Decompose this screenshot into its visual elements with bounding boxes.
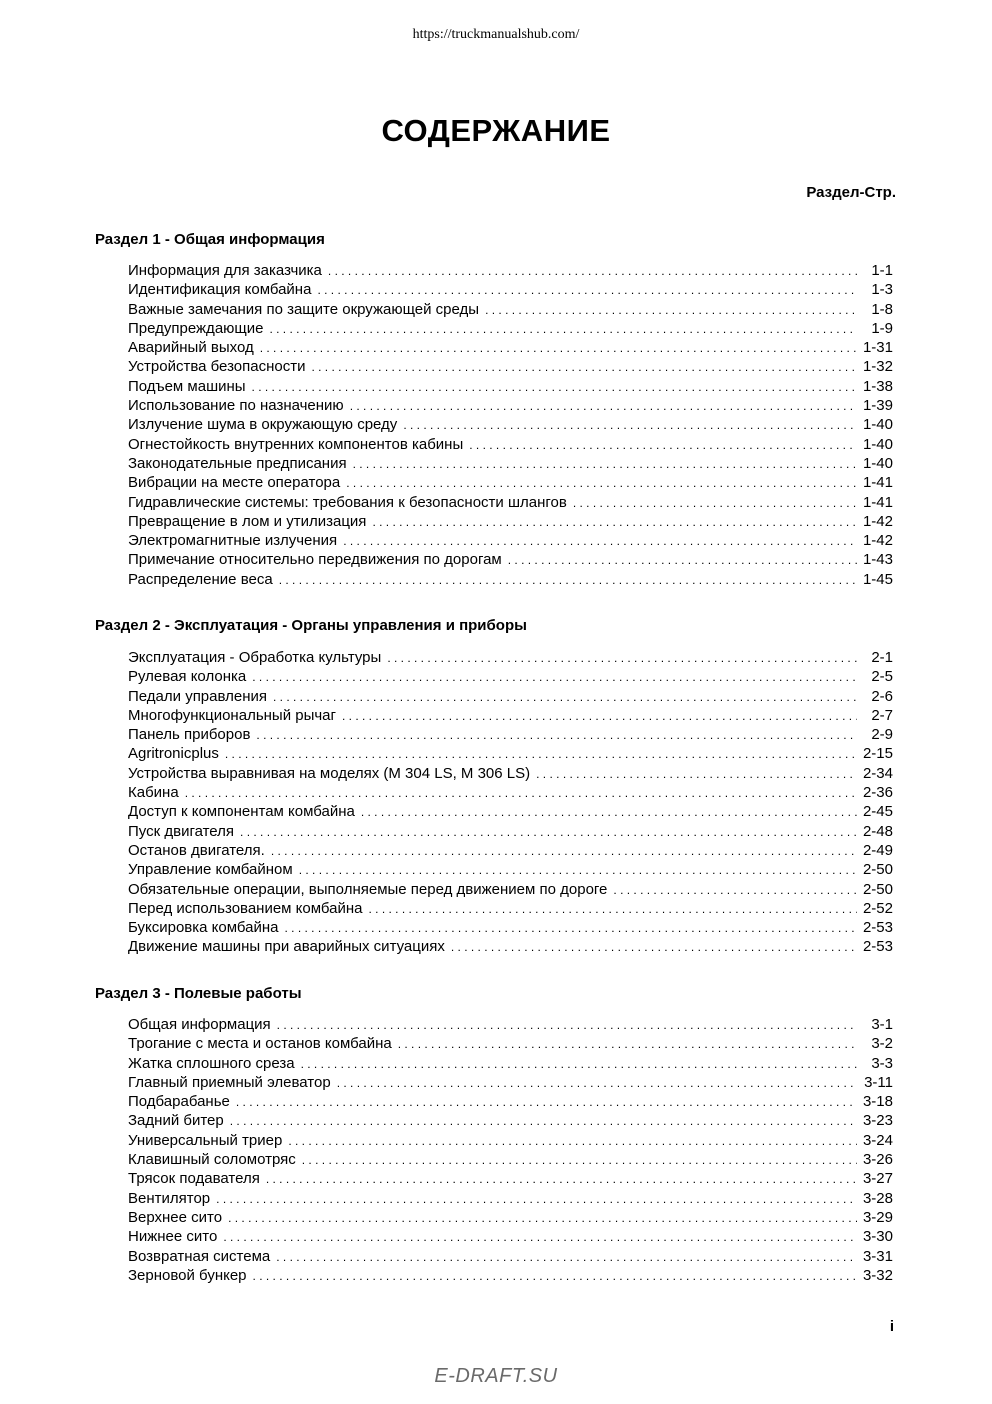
toc-entry[interactable] bbox=[128, 300, 893, 319]
toc-entry-page: 3-29 bbox=[862, 1208, 893, 1226]
toc-entry-label: Трогание с места и останов комбайна bbox=[128, 1035, 392, 1053]
dot-leader bbox=[451, 938, 857, 957]
toc-entry-label: Доступ к компонентам комбайна bbox=[128, 803, 355, 821]
dot-leader bbox=[311, 358, 857, 377]
dot-leader bbox=[342, 707, 857, 726]
toc-entry-page: 3-2 bbox=[871, 1035, 893, 1053]
dot-leader bbox=[346, 474, 857, 493]
dot-leader bbox=[230, 1112, 857, 1131]
toc-entry-label: Клавишный соломотряс bbox=[128, 1151, 296, 1169]
section-1-entries bbox=[128, 261, 893, 589]
toc-entry-page: 2-53 bbox=[862, 919, 893, 937]
dot-leader bbox=[536, 765, 857, 784]
toc-entry-page: 1-43 bbox=[862, 551, 893, 569]
toc-entry-label: Педали управления bbox=[128, 687, 267, 705]
toc-entry[interactable] bbox=[128, 880, 893, 899]
toc-entry[interactable] bbox=[128, 1034, 893, 1053]
toc-entry-page: 2-7 bbox=[871, 706, 893, 724]
dot-leader bbox=[613, 881, 857, 900]
toc-entry-label: Устройства безопасности bbox=[128, 358, 306, 376]
toc-entry-label: Обязательные операции, выполняемые перед движением по дороге bbox=[128, 880, 608, 898]
toc-entry[interactable] bbox=[128, 1131, 893, 1150]
toc-entry[interactable] bbox=[128, 918, 893, 937]
toc-entry-label: Превращение в лом и утилизация bbox=[128, 512, 367, 530]
toc-entry-page: 1-41 bbox=[862, 474, 893, 492]
toc-entry[interactable] bbox=[128, 512, 893, 531]
toc-entry-page: 2-9 bbox=[871, 726, 893, 744]
toc-entry[interactable] bbox=[128, 1266, 893, 1285]
toc-entry[interactable] bbox=[128, 1247, 893, 1266]
toc-entry-label: Панель приборов bbox=[128, 726, 251, 744]
dot-leader bbox=[273, 688, 857, 707]
toc-entry[interactable] bbox=[128, 531, 893, 550]
toc-entry[interactable] bbox=[128, 280, 893, 299]
toc-entry-page: 1-31 bbox=[862, 339, 893, 357]
toc-entry-label: Информация для заказчика bbox=[128, 262, 322, 279]
dot-leader bbox=[253, 1267, 857, 1286]
dot-leader bbox=[485, 301, 857, 320]
toc-entry-page: 2-50 bbox=[862, 880, 893, 898]
toc-entry-page: 3-32 bbox=[862, 1266, 893, 1284]
dot-leader bbox=[301, 1055, 857, 1074]
section-title-3: Раздел 3 - Полевые работы bbox=[95, 985, 302, 1002]
toc-entry-label: Подбарабанье bbox=[128, 1093, 230, 1111]
toc-entry[interactable] bbox=[128, 744, 893, 763]
toc-entry-page: 2-6 bbox=[871, 687, 893, 705]
toc-entry-label: Общая информация bbox=[128, 1016, 271, 1033]
toc-entry-label: Примечание относительно передвижения по дорогам bbox=[128, 551, 502, 569]
toc-entry[interactable] bbox=[128, 377, 893, 396]
dot-leader bbox=[573, 494, 857, 513]
toc-entry-label: Главный приемный элеватор bbox=[128, 1073, 331, 1091]
toc-entry-label: Вибрации на месте оператора bbox=[128, 474, 341, 492]
section-title-2: Раздел 2 - Эксплуатация - Органы управления и приборы bbox=[95, 617, 527, 634]
toc-entry-label: Вентилятор bbox=[128, 1189, 211, 1207]
dot-leader bbox=[403, 416, 857, 435]
dot-leader bbox=[361, 803, 857, 822]
toc-entry-label: Жатка сплошного среза bbox=[128, 1054, 295, 1072]
toc-entry[interactable] bbox=[128, 1015, 893, 1034]
toc-entry-label: Идентификация комбайна bbox=[128, 281, 312, 299]
toc-entry[interactable] bbox=[128, 550, 893, 569]
toc-entry-label: Нижнее сито bbox=[128, 1228, 218, 1246]
dot-leader bbox=[260, 339, 857, 358]
toc-entry-page: 1-38 bbox=[862, 377, 893, 395]
toc-entry[interactable] bbox=[128, 1208, 893, 1227]
toc-entry[interactable] bbox=[128, 783, 893, 802]
toc-entry-page: 1-40 bbox=[862, 454, 893, 472]
dot-leader bbox=[328, 262, 857, 281]
dot-leader bbox=[240, 823, 857, 842]
toc-entry-page: 3-1 bbox=[871, 1016, 893, 1033]
dot-leader bbox=[252, 378, 857, 397]
toc-entry-label: Возвратная система bbox=[128, 1247, 271, 1265]
toc-entry-page: 1-1 bbox=[871, 262, 893, 279]
toc-entry-page: 2-36 bbox=[862, 784, 893, 802]
dot-leader bbox=[252, 668, 857, 687]
toc-entry-page: 2-50 bbox=[862, 861, 893, 879]
toc-entry-page: 2-49 bbox=[862, 841, 893, 859]
toc-entry-label: Гидравлические системы: требования к безопасности шлангов bbox=[128, 493, 567, 511]
toc-entry-label: Использование по назначению bbox=[128, 397, 344, 415]
dot-leader bbox=[223, 1228, 857, 1247]
toc-entry[interactable] bbox=[128, 1150, 893, 1169]
toc-entry-page: 1-41 bbox=[862, 493, 893, 511]
toc-entry[interactable] bbox=[128, 396, 893, 415]
toc-entry[interactable] bbox=[128, 435, 893, 454]
toc-entry-label: Зерновой бункер bbox=[128, 1266, 247, 1284]
toc-entry-page: 1-9 bbox=[871, 319, 893, 337]
toc-entry[interactable] bbox=[128, 261, 893, 280]
toc-entry-page: 3-31 bbox=[862, 1247, 893, 1265]
dot-leader bbox=[398, 1035, 857, 1054]
dot-leader bbox=[508, 551, 857, 570]
toc-entry-page: 1-40 bbox=[862, 416, 893, 434]
toc-entry-page: 1-39 bbox=[862, 397, 893, 415]
dot-leader bbox=[236, 1093, 857, 1112]
dot-leader bbox=[228, 1209, 857, 1228]
toc-entry-label: Многофункциональный рычаг bbox=[128, 706, 336, 724]
section-2-entries bbox=[128, 648, 893, 957]
toc-entry-label: Кабина bbox=[128, 784, 179, 802]
dot-leader bbox=[387, 649, 857, 668]
toc-entry-label: Подъем машины bbox=[128, 377, 246, 395]
dot-leader bbox=[350, 397, 857, 416]
toc-entry-label: Движение машины при аварийных ситуациях bbox=[128, 938, 445, 956]
dot-leader bbox=[317, 281, 857, 300]
toc-entry-label: Останов двигателя. bbox=[128, 841, 265, 859]
toc-entry-page: 3-28 bbox=[862, 1189, 893, 1207]
toc-entry-page: 1-45 bbox=[862, 570, 893, 588]
toc-entry-page: 1-32 bbox=[862, 358, 893, 376]
toc-entry-label: Пуск двигателя bbox=[128, 822, 235, 840]
toc-entry-page: 3-26 bbox=[862, 1151, 893, 1169]
toc-entry[interactable] bbox=[128, 822, 893, 841]
toc-entry-page: 1-3 bbox=[871, 281, 893, 299]
toc-entry-page: 1-40 bbox=[862, 435, 893, 453]
section-page-column-header: Раздел-Стр. bbox=[806, 184, 896, 201]
dot-leader bbox=[288, 1132, 857, 1151]
toc-entry[interactable] bbox=[128, 338, 893, 357]
toc-entry-label: Аварийный выход bbox=[128, 339, 254, 357]
toc-entry[interactable] bbox=[128, 357, 893, 376]
toc-entry-label: Электромагнитные излучения bbox=[128, 532, 338, 550]
dot-leader bbox=[302, 1151, 857, 1170]
header-url: https://truckmanualshub.com/ bbox=[412, 27, 580, 42]
toc-entry[interactable] bbox=[128, 1073, 893, 1092]
toc-entry-label: Устройства выравнивая на моделях (M 304 LS, M 306 LS) bbox=[128, 764, 531, 782]
toc-entry-page: 1-42 bbox=[862, 532, 893, 550]
toc-entry-label: Огнестойкость внутренних компонентов кабины bbox=[128, 435, 464, 453]
toc-entry[interactable] bbox=[128, 570, 893, 589]
toc-entry[interactable] bbox=[128, 319, 893, 338]
dot-leader bbox=[216, 1190, 857, 1209]
dot-leader bbox=[256, 726, 857, 745]
toc-entry-label: Трясок подавателя bbox=[128, 1170, 260, 1188]
toc-entry-page: 3-30 bbox=[862, 1228, 893, 1246]
toc-entry-label: Законодательные предписания bbox=[128, 454, 347, 472]
page-title: СОДЕРЖАНИЕ bbox=[381, 113, 611, 148]
toc-entry-page: 2-34 bbox=[862, 764, 893, 782]
toc-entry[interactable] bbox=[128, 473, 893, 492]
toc-entry[interactable] bbox=[128, 667, 893, 686]
toc-entry[interactable] bbox=[128, 493, 893, 512]
toc-entry[interactable] bbox=[128, 764, 893, 783]
toc-entry-page: 3-3 bbox=[871, 1054, 893, 1072]
dot-leader bbox=[368, 900, 856, 919]
toc-entry[interactable] bbox=[128, 706, 893, 725]
toc-entry-page: 3-27 bbox=[862, 1170, 893, 1188]
dot-leader bbox=[276, 1248, 857, 1267]
dot-leader bbox=[343, 532, 857, 551]
toc-entry[interactable] bbox=[128, 648, 893, 667]
toc-entry-label: Верхнее сито bbox=[128, 1208, 223, 1226]
toc-entry[interactable] bbox=[128, 1189, 893, 1208]
dot-leader bbox=[266, 1170, 857, 1189]
toc-entry-page: 2-52 bbox=[862, 899, 893, 917]
toc-entry-page: 3-24 bbox=[862, 1131, 893, 1149]
toc-entry-label: Agritronicplus bbox=[128, 745, 219, 763]
dot-leader bbox=[185, 784, 857, 803]
dot-leader bbox=[279, 571, 857, 590]
toc-entry-page: 3-18 bbox=[862, 1093, 893, 1111]
toc-entry[interactable] bbox=[128, 1169, 893, 1188]
toc-entry[interactable] bbox=[128, 1092, 893, 1111]
toc-entry-label: Излучение шума в окружающую среду bbox=[128, 416, 398, 434]
dot-leader bbox=[353, 455, 857, 474]
toc-entry-label: Универсальный триер bbox=[128, 1131, 283, 1149]
toc-entry[interactable] bbox=[128, 1054, 893, 1073]
page-number: i bbox=[889, 1318, 894, 1335]
toc-entry[interactable] bbox=[128, 454, 893, 473]
dot-leader bbox=[299, 861, 857, 880]
toc-entry-page: 2-48 bbox=[862, 822, 893, 840]
toc-entry-label: Задний битер bbox=[128, 1112, 224, 1130]
toc-entry-page: 1-8 bbox=[871, 300, 893, 318]
toc-entry-label: Перед использованием комбайна bbox=[128, 899, 363, 917]
toc-entry[interactable] bbox=[128, 937, 893, 956]
toc-entry-page: 2-5 bbox=[871, 668, 893, 686]
toc-entry-label: Управление комбайном bbox=[128, 861, 293, 879]
toc-entry-page: 2-45 bbox=[862, 803, 893, 821]
toc-entry[interactable] bbox=[128, 841, 893, 860]
toc-entry[interactable] bbox=[128, 899, 893, 918]
toc-entry-page: 3-23 bbox=[862, 1112, 893, 1130]
toc-entry-page: 2-1 bbox=[871, 649, 893, 666]
dot-leader bbox=[285, 919, 857, 938]
toc-entry[interactable] bbox=[128, 802, 893, 821]
dot-leader bbox=[225, 745, 857, 764]
toc-entry-page: 2-53 bbox=[862, 938, 893, 956]
dot-leader bbox=[469, 436, 857, 455]
toc-entry-page: 1-42 bbox=[862, 512, 893, 530]
toc-entry[interactable] bbox=[128, 860, 893, 879]
toc-entry-page: 3-11 bbox=[864, 1073, 893, 1091]
toc-entry[interactable] bbox=[128, 1227, 893, 1246]
toc-entry[interactable] bbox=[128, 415, 893, 434]
dot-leader bbox=[337, 1074, 857, 1093]
toc-entry-label: Распределение веса bbox=[128, 570, 273, 588]
section-title-1: Раздел 1 - Общая информация bbox=[95, 231, 325, 248]
watermark-logo: E-DRAFT.SU bbox=[434, 1365, 558, 1387]
dot-leader bbox=[372, 513, 857, 532]
toc-entry[interactable] bbox=[128, 687, 893, 706]
toc-entry[interactable] bbox=[128, 725, 893, 744]
toc-entry-page: 2-15 bbox=[862, 745, 893, 763]
dot-leader bbox=[269, 320, 857, 339]
toc-entry-label: Важные замечания по защите окружающей среды bbox=[128, 300, 480, 318]
toc-entry-label: Рулевая колонка bbox=[128, 668, 247, 686]
toc-entry[interactable] bbox=[128, 1111, 893, 1130]
dot-leader bbox=[277, 1016, 857, 1035]
toc-entry-label: Буксировка комбайна bbox=[128, 919, 279, 937]
toc-entry-label: Эксплуатация - Обработка культуры bbox=[128, 649, 382, 666]
dot-leader bbox=[271, 842, 857, 861]
section-3-entries bbox=[128, 1015, 893, 1285]
toc-entry-label: Предупреждающие bbox=[128, 319, 264, 337]
